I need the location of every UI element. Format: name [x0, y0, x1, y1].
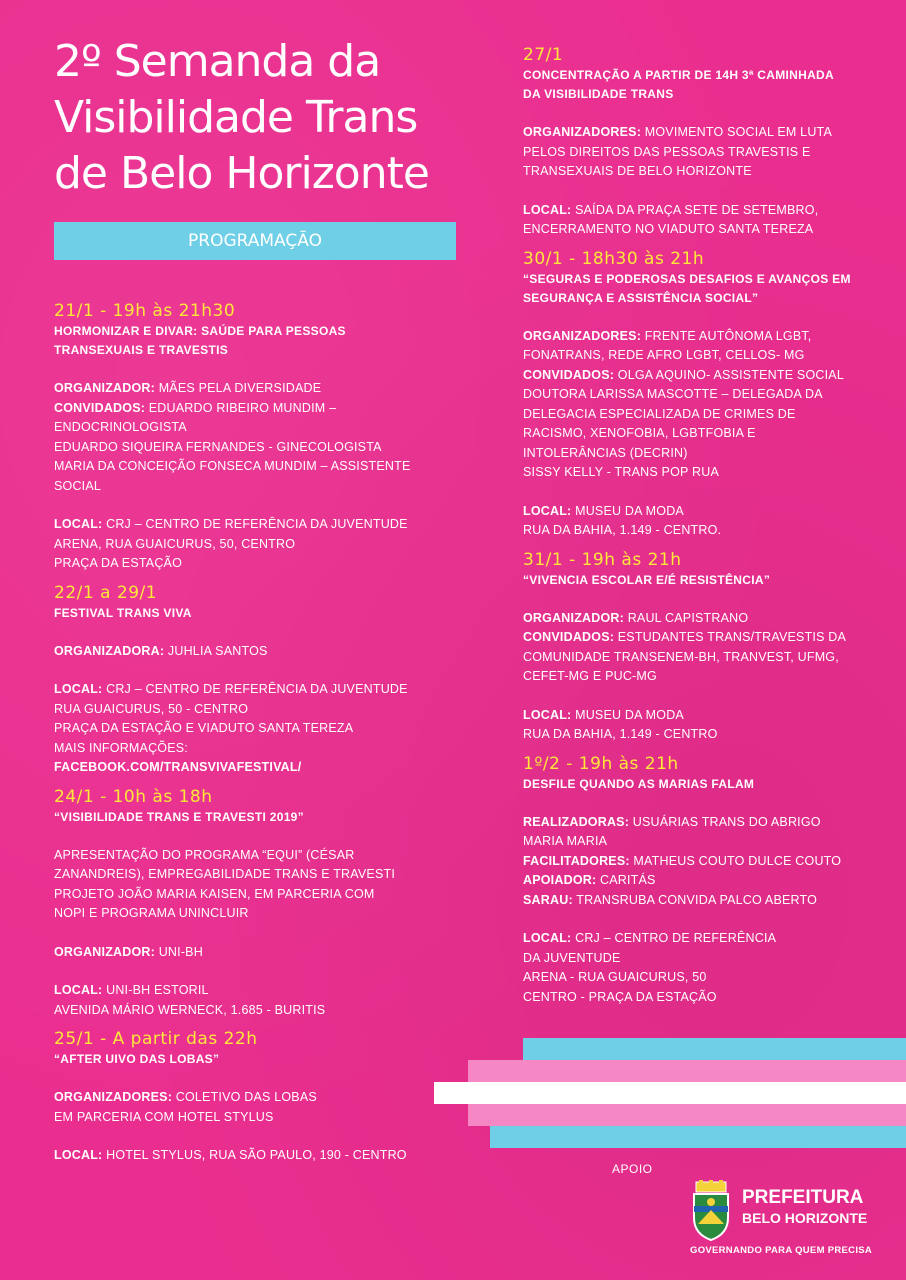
event-detail-line [523, 123, 883, 143]
detail-text: CRJ – CENTRO DE REFERÊNCIA DA JUVENTUDE [102, 517, 408, 531]
event-detail-line [54, 981, 454, 1001]
coat-of-arms-icon [690, 1180, 732, 1244]
detail-text: DA JUVENTUDE [523, 950, 621, 965]
detail-text: PRAÇA DA ESTAÇÃO E VIADUTO SANTA TEREZA [54, 721, 354, 735]
event-detail-line [523, 424, 883, 444]
detail-text: TRANSEXUAIS DE BELO HORIZONTE [523, 164, 752, 178]
detail-text: MAIS INFORMAÇÕES: [54, 740, 188, 755]
detail-label: CONVIDADOS: [54, 400, 146, 415]
detail-label: REALIZADORAS: [523, 814, 630, 829]
detail-label: ORGANIZADORA: [54, 643, 165, 658]
detail-text: COLETIVO DAS LOBAS [172, 1090, 317, 1104]
event-detail-line [54, 846, 454, 866]
event-block [523, 753, 883, 1008]
event-date: 27/1 [523, 45, 564, 65]
logo-slogan: GOVERNANDO PARA QUEM PRECISA [690, 1245, 873, 1256]
event-detail-line [54, 1146, 454, 1166]
detail-text: ENDOCRINOLOGISTA [54, 420, 187, 434]
flag-stripe-white [434, 1082, 906, 1104]
event-detail-line [523, 929, 883, 949]
detail-text: TRANSRUBA CONVIDA PALCO ABERTO [572, 892, 818, 907]
event-detail-line [523, 891, 883, 911]
detail-text: MUSEU DA MODA [571, 707, 684, 722]
apoio-label: APOIO [612, 1162, 653, 1176]
detail-text: ARENA - RUA GUAICURUS, 50 [523, 970, 707, 984]
detail-label: LOCAL: [523, 202, 572, 217]
event-detail-line [54, 904, 454, 924]
detail-text: RUA DA BAHIA, 1.149 - CENTRO. [523, 523, 722, 537]
event-date: 21/1 - 19h às 21h30 [54, 301, 236, 321]
event-subtitle: CONCENTRAÇÃO A PARTIR DE 14H 3ª CAMINHADA [523, 68, 834, 82]
poster-title [54, 34, 464, 202]
event-detail-line [523, 444, 883, 464]
event-detail-line [523, 366, 883, 386]
detail-text: ARENA, RUA GUAICURUS, 50, CENTRO [54, 536, 296, 551]
detail-text: AVENIDA MÁRIO WERNECK, 1.685 - BURITIS [54, 1002, 326, 1017]
detail-label: FACILITADORES: [523, 853, 630, 868]
event-block [523, 248, 883, 541]
event-detail-line [54, 758, 454, 778]
event-detail-line [523, 385, 883, 405]
detail-text: ZANANDREIS), EMPREGABILIDADE TRANS E TRAVESTI [54, 867, 396, 881]
detail-text: APRESENTAÇÃO DO PROGRAMA “EQUI” (CÉSAR [54, 847, 355, 862]
detail-text: RUA DA BAHIA, 1.149 - CENTRO [523, 727, 718, 741]
event-detail-line [523, 502, 883, 522]
event-detail-line [54, 379, 454, 399]
event-detail-line [523, 852, 883, 872]
detail-label: LOCAL: [54, 682, 103, 696]
detail-text: DOUTORA LARISSA MASCOTTE – DELEGADA DA [523, 387, 823, 401]
event-detail-line [54, 943, 454, 963]
detail-text: FONATRANS, REDE AFRO LGBT, CELLOS- MG [523, 348, 805, 362]
programacao-banner: PROGRAMAÇÃO [54, 222, 456, 260]
detail-text: SOCIAL [54, 478, 102, 493]
detail-text: HOTEL STYLUS, RUA SÃO PAULO, 190 - CENTRO [102, 1148, 407, 1162]
event-subtitle: TRANSEXUAIS E TRAVESTIS [54, 343, 229, 357]
event-detail-line [523, 521, 883, 541]
event-subtitle: DESFILE QUANDO AS MARIAS FALAM [523, 776, 755, 791]
event-detail-line [523, 648, 883, 668]
detail-text: CRJ – CENTRO DE REFERÊNCIA DA JUVENTUDE [102, 682, 408, 696]
detail-text: UNI-BH [155, 944, 203, 959]
event-detail-line [523, 405, 883, 425]
event-detail-line [523, 706, 883, 726]
detail-label: CONVIDADOS: [523, 630, 615, 644]
detail-text: SISSY KELLY - TRANS POP RUA [523, 465, 719, 479]
detail-text: MOVIMENTO SOCIAL EM LUTA [641, 125, 832, 139]
event-detail-line [54, 1108, 454, 1128]
detail-text: RACISMO, XENOFOBIA, LGBTFOBIA E [523, 426, 756, 440]
event-block [54, 1028, 454, 1166]
detail-label: LOCAL: [523, 503, 572, 518]
event-detail-line [523, 346, 883, 366]
detail-label: FACEBOOK.COM/TRANSVIVAFESTIVAL/ [54, 760, 302, 774]
event-detail-line [523, 832, 883, 852]
event-detail-line [523, 220, 883, 240]
detail-text: EDUARDO SIQUEIRA FERNANDES - GINECOLOGISTA [54, 439, 382, 454]
detail-label: ORGANIZADORES: [523, 125, 642, 139]
event-detail-line [54, 535, 454, 555]
event-detail-line [54, 418, 454, 438]
event-detail-line [54, 457, 454, 477]
right-column-events [523, 44, 883, 1007]
event-detail-line [523, 162, 883, 182]
event-detail-line [54, 515, 454, 535]
detail-text: PRAÇA DA ESTAÇÃO [54, 556, 183, 570]
event-detail-line [523, 871, 883, 891]
detail-text: INTOLERÂNCIAS (DECRIN) [523, 445, 688, 460]
event-detail-line [54, 1088, 454, 1108]
event-detail-line [54, 438, 454, 458]
title-line-2: Visibilidade Trans [54, 92, 418, 143]
detail-text: USUÁRIAS TRANS DO ABRIGO [629, 814, 821, 829]
event-subtitle: “VIVENCIA ESCOLAR E/É RESISTÊNCIA” [523, 572, 771, 587]
event-detail-line [523, 143, 883, 163]
detail-text: RAUL CAPISTRANO [624, 610, 749, 625]
detail-text: EM PARCERIA COM HOTEL STYLUS [54, 1109, 274, 1124]
event-subtitle: “AFTER UIVO DAS LOBAS” [54, 1052, 220, 1066]
detail-text: PROJETO JOÃO MARIA KAISEN, EM PARCERIA COM [54, 886, 375, 901]
detail-label: LOCAL: [523, 707, 572, 722]
event-detail-line [54, 739, 454, 759]
event-subtitle: DA VISIBILIDADE TRANS [523, 87, 674, 101]
event-detail-line [523, 813, 883, 833]
event-date: 24/1 - 10h às 18h [54, 786, 213, 807]
event-detail-line [523, 609, 883, 629]
detail-label: LOCAL: [523, 931, 572, 945]
event-date: 31/1 - 19h às 21h [523, 549, 682, 570]
detail-label: ORGANIZADOR: [523, 610, 625, 625]
left-column-events [54, 300, 454, 1166]
detail-text: MARIA DA CONCEIÇÃO FONSECA MUNDIM – ASSISTENTE [54, 459, 411, 473]
detail-text: MUSEU DA MODA [571, 503, 684, 518]
event-detail-line [523, 968, 883, 988]
event-detail-line [54, 885, 454, 905]
detail-label: CONVIDADOS: [523, 367, 615, 382]
detail-text: JUHLIA SANTOS [164, 643, 268, 658]
detail-text: OLGA AQUINO- ASSISTENTE SOCIAL [614, 367, 844, 382]
event-detail-line [523, 949, 883, 969]
event-detail-line [54, 554, 454, 574]
detail-text: DELEGACIA ESPECIALIZADA DE CRIMES DE [523, 406, 796, 421]
event-subtitle: SEGURANÇA E ASSISTÊNCIA SOCIAL” [523, 290, 759, 305]
detail-text: UNI-BH ESTORIL [102, 983, 209, 997]
event-detail-line [54, 477, 454, 497]
event-detail-line [54, 680, 454, 700]
flag-stripe-pink-top [468, 1060, 906, 1082]
logo-bh-text: BELO HORIZONTE [742, 1210, 868, 1226]
event-block [523, 549, 883, 745]
detail-text: CENTRO - PRAÇA DA ESTAÇÃO [523, 989, 717, 1004]
event-date: 22/1 a 29/1 [54, 582, 158, 603]
detail-text: ESTUDANTES TRANS/TRAVESTIS DA [614, 630, 847, 644]
event-block [54, 300, 454, 574]
detail-text: RUA GUAICURUS, 50 - CENTRO [54, 701, 249, 716]
detail-text: PELOS DIREITOS DAS PESSOAS TRAVESTIS E [523, 144, 811, 159]
detail-label: SARAU: [523, 892, 573, 907]
detail-text: SAÍDA DA PRAÇA SETE DE SETEMBRO, [571, 202, 819, 217]
event-detail-line [54, 642, 454, 662]
detail-text: NOPI E PROGRAMA UNINCLUIR [54, 906, 249, 920]
event-detail-line [54, 719, 454, 739]
event-detail-line [54, 1001, 454, 1021]
event-detail-line [523, 201, 883, 221]
event-detail-line [523, 988, 883, 1008]
event-detail-line [523, 667, 883, 687]
event-detail-line [54, 865, 454, 885]
event-detail-line [54, 399, 454, 419]
event-detail-line [54, 700, 454, 720]
title-line-3: de Belo Horizonte [54, 148, 429, 199]
event-subtitle: HORMONIZAR E DIVAR: SAÚDE PARA PESSOAS [54, 324, 346, 338]
event-block [523, 44, 883, 240]
detail-text: EDUARDO RIBEIRO MUNDIM – [145, 400, 337, 415]
event-detail-line [523, 327, 883, 347]
detail-text: ENCERRAMENTO NO VIADUTO SANTA TEREZA [523, 222, 814, 236]
event-date: 25/1 - A partir das 22h [54, 1029, 258, 1049]
detail-label: LOCAL: [54, 517, 103, 531]
title-line-1: 2º Semanda da [54, 36, 381, 87]
detail-text: CARITÁS [596, 873, 656, 887]
detail-text: FRENTE AUTÔNOMA LGBT, [641, 328, 812, 343]
detail-label: ORGANIZADORES: [54, 1090, 173, 1104]
detail-label: ORGANIZADOR: [54, 944, 156, 959]
flag-stripe-pink-bottom [468, 1104, 906, 1126]
event-detail-line [523, 628, 883, 648]
detail-text: CEFET-MG E PUC-MG [523, 669, 657, 683]
event-detail-line [523, 463, 883, 483]
detail-text: MATHEUS COUTO DULCE COUTO [629, 853, 842, 868]
detail-text: COMUNIDADE TRANSENEM-BH, TRANVEST, UFMG, [523, 649, 839, 664]
detail-text: MÃES PELA DIVERSIDADE [155, 381, 322, 395]
flag-stripe-blue-top [523, 1038, 906, 1060]
prefeitura-logo [690, 1180, 880, 1260]
event-subtitle: FESTIVAL TRANS VIVA [54, 605, 192, 620]
detail-label: LOCAL: [54, 983, 103, 997]
detail-text: MARIA MARIA [523, 834, 608, 848]
detail-label: LOCAL: [54, 1148, 103, 1162]
event-block [54, 786, 454, 1021]
detail-label: ORGANIZADOR: [54, 381, 156, 395]
detail-text: CRJ – CENTRO DE REFERÊNCIA [571, 931, 777, 945]
event-date: 1º/2 - 19h às 21h [523, 753, 679, 774]
event-subtitle: “SEGURAS E PODEROSAS DESAFIOS E AVANÇOS EM [523, 271, 851, 286]
event-block [54, 582, 454, 778]
event-subtitle: “VISIBILIDADE TRANS E TRAVESTI 2019” [54, 809, 304, 824]
logo-prefeitura-text: PREFEITURA [742, 1187, 864, 1208]
detail-label: APOIADOR: [523, 873, 597, 887]
flag-stripe-blue-bottom [490, 1126, 906, 1148]
event-date: 30/1 - 18h30 às 21h [523, 248, 705, 269]
event-detail-line [523, 725, 883, 745]
detail-label: ORGANIZADORES: [523, 328, 642, 343]
